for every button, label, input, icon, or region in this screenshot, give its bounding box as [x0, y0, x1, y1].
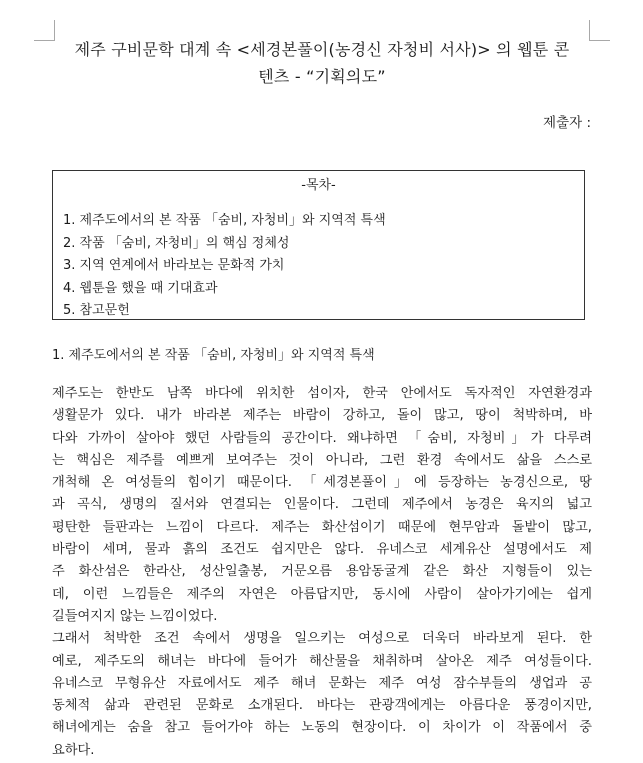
- body-text-line: 해녀에게는 숨을 참고 들어가야 하는 노동의 현장이다. 이 차이가 이 작품에서 중: [52, 720, 592, 736]
- body-text-line: 제주도는 한반도 남쪽 바다에 위치한 섬이자, 한국 안에서도 독자적인 자연환경과: [52, 386, 592, 401]
- document-title-line: 텐츠 - “기획의도”: [258, 67, 386, 86]
- table-of-contents-box: [52, 170, 585, 320]
- body-paragraph: [52, 383, 592, 762]
- toc-list: [63, 210, 386, 323]
- body-text-line: 개척해 온 여성들의 힘이기 때문이다. 「세경본풀이」에 등장하는 농경신으로, 땅: [52, 475, 592, 491]
- body-text-line: 과 곡식, 생명의 질서와 연결되는 인물이다. 그런데 제주에서 농경은 육지의 넓고: [52, 497, 592, 513]
- body-text-line: 는 핵심은 제주를 예쁘게 보여주는 것이 아니라, 그런 환경 속에서도 삶을 스스로: [52, 452, 592, 468]
- body-text-line: 다와 가까이 살아야 했던 사람들의 공간이다. 왜냐하면 「숨비, 자청비」가 다루려: [52, 430, 592, 446]
- toc-title: -목차-: [301, 178, 336, 193]
- toc-item: 3. 지역 연계에서 바라보는 문화적 가치: [63, 258, 285, 273]
- submitter-label: 제출자 :: [543, 115, 591, 131]
- body-text-line: 동체적 삶과 관련된 문화로 소개된다. 바다는 관광객에게는 아름다운 풍경이지만,: [52, 698, 592, 714]
- toc-item: 5. 참고문헌: [63, 303, 130, 318]
- body-text-line: 길들여지지 않는 느낌이었다.: [52, 608, 218, 624]
- section-heading: 1. 제주도에서의 본 작품 「숨비, 자청비」와 지역적 특색: [52, 348, 375, 363]
- toc-item: 4. 웹툰을 했을 때 기대효과: [63, 280, 218, 296]
- toc-item: 1. 제주도에서의 본 작품 「숨비, 자청비」와 지역적 특색: [63, 213, 386, 228]
- margin-corner-mark-right: [589, 20, 610, 41]
- body-text-line: 요하다.: [52, 742, 95, 758]
- body-text-line: 평탄한 들판과는 느낌이 다르다. 제주는 화산섬이기 때문에 현무암과 돌밭이 많고,: [52, 519, 592, 535]
- body-text-line: 데, 이런 느낌들은 제주의 자연은 아름답지만, 동시에 사람이 살아가기에는 쉽게: [52, 586, 592, 602]
- document-title: [52, 36, 592, 90]
- document-title-line: 제주 구비문학 대계 속 <세경본풀이(농경신 자청비 서사)> 의 웹툰 콘: [74, 40, 570, 59]
- body-text-line: 생활문가 있다. 내가 바라본 제주는 바람이 강하고, 돌이 많고, 땅이 척박하며, 바: [52, 408, 592, 424]
- toc-item: 2. 작품 「숨비, 자청비」의 핵심 정체성: [63, 235, 290, 251]
- body-text-line: 그래서 척박한 조건 속에서 생명을 일으키는 여성으로 더욱더 바라보게 된다. 한: [52, 631, 592, 647]
- body-text-line: 주 화산섬은 한라산, 성산일출봉, 거문오름 용암동굴계 같은 화산 지형들이 있는: [52, 564, 592, 580]
- body-text-line: 예로, 제주도의 해녀는 바다에 들어가 해산물을 채취하며 살아온 제주 여성들이다.: [52, 653, 592, 669]
- body-text-line: 바람이 세며, 물과 흙의 조건도 쉽지만은 않다. 유네스코 세계유산 설명에서도 제: [52, 542, 592, 558]
- body-text-line: 유네스코 무형유산 자료에서도 제주 해녀 문화는 제주 여성 잠수부들의 생업과 공: [52, 675, 592, 691]
